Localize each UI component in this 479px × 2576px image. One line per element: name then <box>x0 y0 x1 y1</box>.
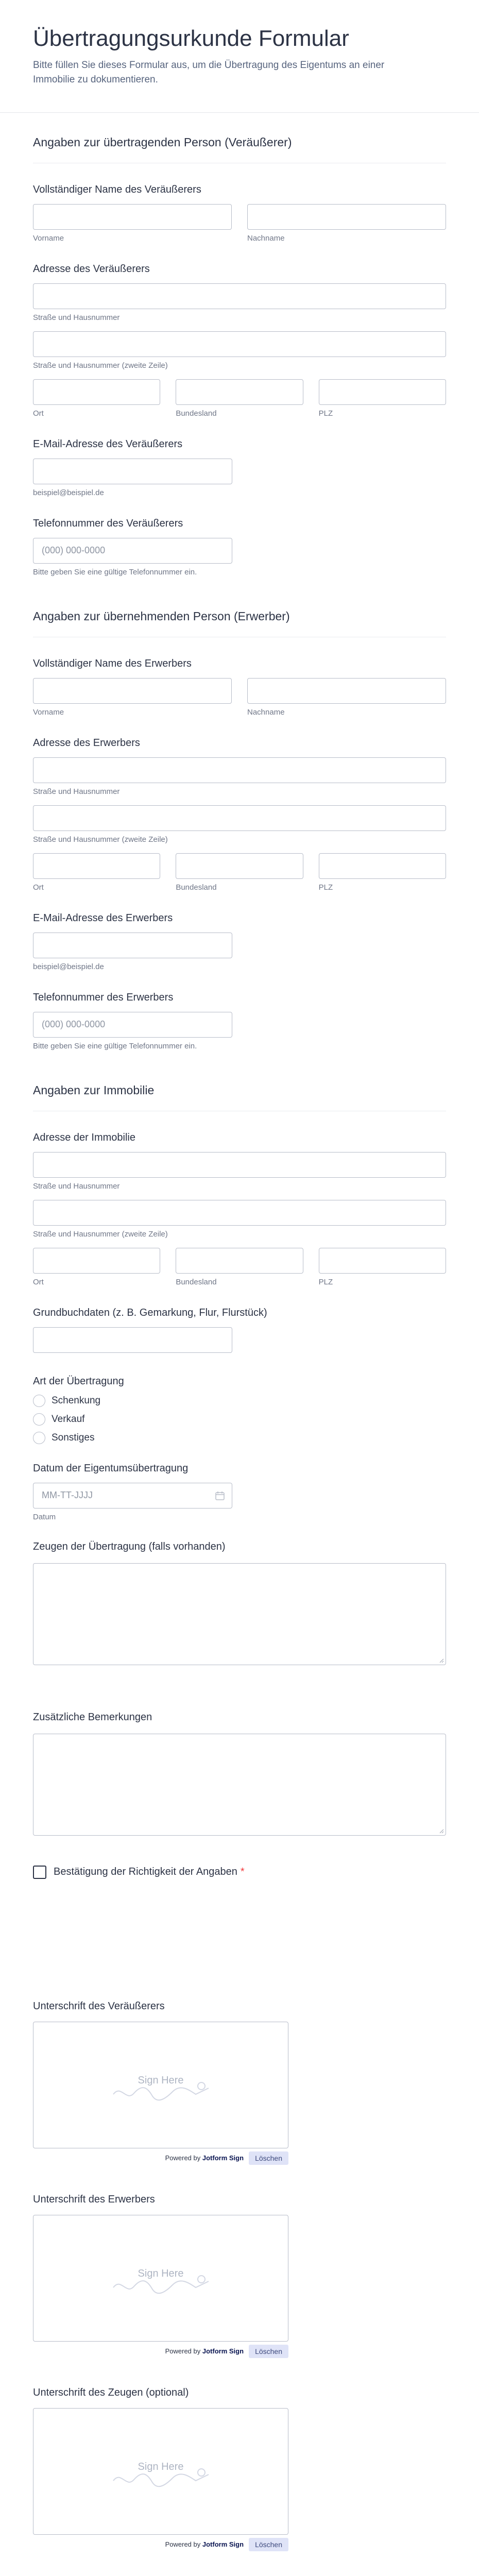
seller-last-name-input[interactable] <box>247 204 446 230</box>
seller-address-field <box>33 263 446 418</box>
property-zip-input[interactable] <box>319 1248 446 1274</box>
resize-handle-icon[interactable] <box>439 1658 444 1663</box>
seller-email-input[interactable] <box>33 459 232 484</box>
property-address-label: Adresse der Immobilie <box>33 1131 135 1143</box>
witness-signature-field <box>33 2387 446 2551</box>
form-title: Übertragungsurkunde Formular <box>33 26 349 51</box>
transfer-type-field <box>33 1376 446 1444</box>
powered-by: Powered by Jotform Sign <box>165 2347 244 2355</box>
property-address-field <box>33 1132 446 1286</box>
buyer-city-sublabel: Ort <box>33 883 44 892</box>
seller-signature-field <box>33 2001 446 2165</box>
seller-email-field <box>33 438 446 497</box>
confirm-label: Bestätigung der Richtigkeit der Angaben <box>54 1866 237 1878</box>
powered-by: Powered by Jotform Sign <box>165 2154 244 2162</box>
buyer-name-field <box>33 658 446 717</box>
buyer-address-field <box>33 737 446 892</box>
seller-signature-pad[interactable] <box>33 2022 288 2148</box>
seller-name-label: Vollständiger Name des Veräußerers <box>33 183 201 195</box>
buyer-first-name-input[interactable] <box>33 678 232 704</box>
calendar-icon[interactable] <box>215 1490 225 1501</box>
buyer-street2-sublabel: Straße und Hausnummer (zweite Zeile) <box>33 835 168 844</box>
seller-state-sublabel: Bundesland <box>176 409 217 418</box>
sign-here-text: Sign Here <box>138 2267 184 2279</box>
transfer-date-field <box>33 1463 446 1521</box>
seller-section-title: Angaben zur übertragenden Person (Veräußerer) <box>33 135 446 163</box>
buyer-phone-label: Telefonnummer des Erwerbers <box>33 991 174 1003</box>
signature-scribble-icon <box>111 2267 214 2298</box>
signature-footer <box>33 2345 288 2358</box>
radio-label: Schenkung <box>52 1395 101 1406</box>
property-street2-input[interactable] <box>33 1200 446 1226</box>
seller-street-sublabel: Straße und Hausnummer <box>33 313 120 322</box>
buyer-email-field <box>33 912 446 971</box>
resize-handle-icon[interactable] <box>439 1828 444 1834</box>
property-state-input[interactable] <box>176 1248 303 1274</box>
seller-email-sublabel: beispiel@beispiel.de <box>33 488 104 497</box>
buyer-section <box>33 577 446 1050</box>
radio-sale[interactable] <box>33 1413 446 1426</box>
witness-textarea[interactable] <box>33 1563 446 1665</box>
seller-street2-sublabel: Straße und Hausnummer (zweite Zeile) <box>33 361 168 370</box>
seller-city-sublabel: Ort <box>33 409 44 418</box>
seller-phone-sublabel: Bitte geben Sie eine gültige Telefonnummer ein. <box>33 567 197 577</box>
seller-phone-input[interactable] <box>33 538 232 564</box>
property-city-sublabel: Ort <box>33 1277 44 1286</box>
seller-state-input[interactable] <box>176 379 303 405</box>
radio-circle[interactable] <box>33 1395 45 1407</box>
clear-signature-button[interactable]: Löschen <box>249 2538 288 2551</box>
property-section <box>33 1050 446 1879</box>
buyer-street-sublabel: Straße und Hausnummer <box>33 787 120 796</box>
seller-phone-field <box>33 518 446 577</box>
seller-street-input[interactable] <box>33 283 446 309</box>
confirm-field <box>33 1866 446 1879</box>
seller-last-name-sublabel: Nachname <box>247 233 285 243</box>
seller-zip-input[interactable] <box>319 379 446 405</box>
land-register-input[interactable] <box>33 1327 232 1353</box>
buyer-city-input[interactable] <box>33 853 160 879</box>
buyer-zip-input[interactable] <box>319 853 446 879</box>
radio-label: Verkauf <box>52 1413 85 1425</box>
buyer-address-label: Adresse des Erwerbers <box>33 737 140 749</box>
land-register-field <box>33 1307 446 1353</box>
transfer-date-sublabel: Datum <box>33 1512 56 1521</box>
notes-field <box>33 1711 446 1836</box>
seller-address-label: Adresse des Veräußerers <box>33 263 150 275</box>
buyer-first-name-sublabel: Vorname <box>33 707 64 717</box>
buyer-street2-input[interactable] <box>33 805 446 831</box>
seller-first-name-input[interactable] <box>33 204 232 230</box>
form-header <box>0 0 479 113</box>
seller-signature-label: Unterschrift des Veräußerers <box>33 2000 165 2012</box>
radio-circle[interactable] <box>33 1432 45 1444</box>
witness-label: Zeugen der Übertragung (falls vorhanden) <box>33 1540 226 1552</box>
property-state-sublabel: Bundesland <box>176 1277 217 1286</box>
buyer-name-label: Vollständiger Name des Erwerbers <box>33 657 192 669</box>
buyer-signature-pad[interactable] <box>33 2215 288 2342</box>
powered-by: Powered by Jotform Sign <box>165 2540 244 2549</box>
transfer-date-label: Datum der Eigentumsübertragung <box>33 1462 189 1474</box>
land-register-label: Grundbuchdaten (z. B. Gemarkung, Flur, Flurstück) <box>33 1307 267 1318</box>
seller-zip-sublabel: PLZ <box>318 409 333 418</box>
buyer-last-name-sublabel: Nachname <box>247 707 285 717</box>
transfer-date-input[interactable] <box>33 1483 232 1509</box>
buyer-phone-field <box>33 992 446 1050</box>
signature-scribble-icon <box>111 2460 214 2491</box>
property-street-input[interactable] <box>33 1152 446 1178</box>
witness-signature-pad[interactable] <box>33 2408 288 2535</box>
buyer-signature-label: Unterschrift des Erwerbers <box>33 2193 155 2205</box>
seller-phone-label: Telefonnummer des Veräußerers <box>33 517 183 529</box>
radio-circle[interactable] <box>33 1413 45 1426</box>
buyer-section-title: Angaben zur übernehmenden Person (Erwerber) <box>33 609 446 637</box>
seller-first-name-sublabel: Vorname <box>33 233 64 243</box>
property-city-input[interactable] <box>33 1248 160 1274</box>
property-zip-sublabel: PLZ <box>318 1277 333 1286</box>
seller-email-label: E-Mail-Adresse des Veräußerers <box>33 438 183 450</box>
signatures-section <box>33 1879 446 2551</box>
property-section-title: Angaben zur Immobilie <box>33 1083 446 1111</box>
property-street-sublabel: Straße und Hausnummer <box>33 1181 120 1191</box>
radio-other[interactable] <box>33 1432 446 1444</box>
witness-signature-label: Unterschrift des Zeugen (optional) <box>33 2386 189 2398</box>
buyer-phone-input[interactable] <box>33 1012 232 1038</box>
seller-city-input[interactable] <box>33 379 160 405</box>
buyer-email-label: E-Mail-Adresse des Erwerbers <box>33 912 173 924</box>
signature-footer <box>33 2538 288 2551</box>
buyer-state-input[interactable] <box>176 853 303 879</box>
form-content <box>0 113 479 2551</box>
notes-textarea[interactable] <box>33 1734 446 1836</box>
buyer-signature-field <box>33 2194 446 2358</box>
radio-gift[interactable] <box>33 1395 446 1407</box>
buyer-email-sublabel: beispiel@beispiel.de <box>33 962 104 971</box>
clear-signature-button[interactable]: Löschen <box>249 2345 288 2358</box>
sign-here-text: Sign Here <box>138 2461 184 2472</box>
buyer-street-input[interactable] <box>33 757 446 783</box>
property-street2-sublabel: Straße und Hausnummer (zweite Zeile) <box>33 1229 168 1239</box>
seller-street2-input[interactable] <box>33 331 446 357</box>
signature-scribble-icon <box>111 2074 214 2105</box>
buyer-phone-sublabel: Bitte geben Sie eine gültige Telefonnummer ein. <box>33 1041 197 1050</box>
transfer-type-label: Art der Übertragung <box>33 1375 124 1387</box>
witness-field <box>33 1541 446 1665</box>
confirm-checkbox[interactable] <box>33 1866 46 1879</box>
seller-name-field <box>33 184 446 243</box>
buyer-last-name-input[interactable] <box>247 678 446 704</box>
radio-label: Sonstiges <box>52 1432 95 1443</box>
signature-footer <box>33 2151 288 2165</box>
buyer-email-input[interactable] <box>33 933 232 958</box>
buyer-zip-sublabel: PLZ <box>318 883 333 892</box>
required-asterisk: * <box>240 1866 245 1878</box>
form-subtitle: Bitte füllen Sie dieses Formular aus, um die Übertragung des Eigentums an einer Immobilie zu dokumentieren. <box>33 59 385 86</box>
clear-signature-button[interactable]: Löschen <box>249 2151 288 2165</box>
notes-label: Zusätzliche Bemerkungen <box>33 1711 152 1723</box>
confirm-checkbox-row[interactable] <box>33 1866 446 1879</box>
buyer-state-sublabel: Bundesland <box>176 883 217 892</box>
sign-here-text: Sign Here <box>138 2074 184 2086</box>
seller-section <box>33 113 446 577</box>
